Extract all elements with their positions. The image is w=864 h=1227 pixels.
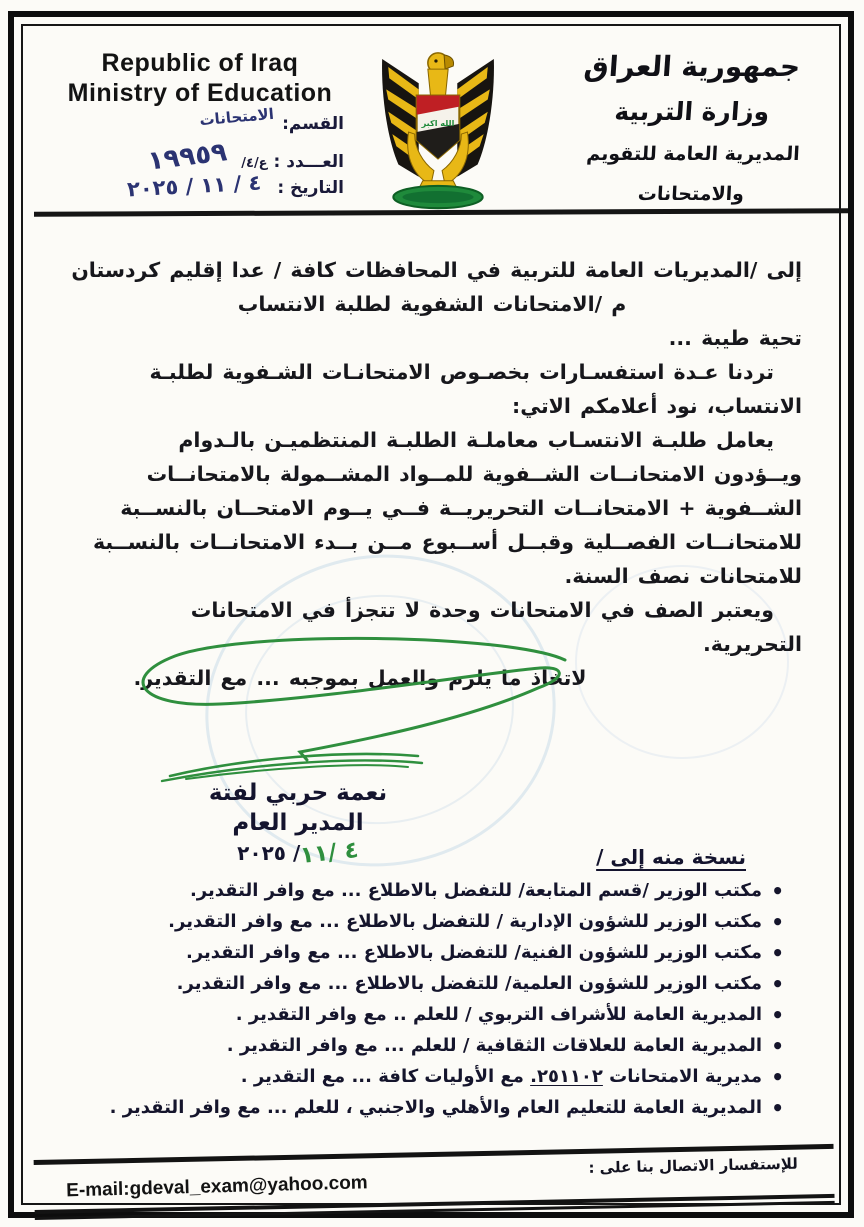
paragraph2-line3: الشــفوية + الامتحانــات التحريريــة فــي يــوم الامتحــان بالنســبة [120,496,802,520]
greeting-line: تحية طيبة ... [668,326,802,350]
paragraph2-line2: ويــؤدون الامتحانــات الشــفوية للمــواد المشــمولة بالامتحانــات [146,462,802,486]
paragraph3-line1: ويعتبر الصف في الامتحانات وحدة لا تتجزأ في الامتحانات [190,598,774,622]
iraq-coat-of-arms-icon [372,46,504,212]
header-left-block [50,48,350,204]
shield-takbir-text: الله اكبر [421,117,455,128]
arabic-title-republic: جمهورية العراق [582,50,802,83]
cc-list [60,880,786,1128]
cc-item: • مكتب الوزير /قسم المتابعة/ للتفضل بالاطلاع ... مع وافر التقدير. [60,880,786,911]
subject-line: م /الامتحانات الشفوية لطلبة الانتساب [237,292,627,316]
field-section [50,104,344,144]
footer-contact-label: للإستفسار الاتصال بنا على : [588,1154,799,1177]
signer-title: المدير العام [232,810,364,836]
footer-email: E-mail:gdeval_exam@yahoo.com [65,1172,368,1202]
signature-date-handwritten: ٤ /١١ [299,837,361,869]
english-title-line1: Republic of Iraq [101,49,299,77]
cc-item-exam-number: ٢٥١١٠٢. [530,1066,603,1087]
signature-date-year: / ٢٠٢٥ [237,841,301,865]
arabic-title-ministry: وزارة التربية [613,97,771,126]
signature-date [148,838,448,868]
cc-heading: نسخة منه إلى / [596,845,746,869]
letter-reference-fields [50,104,350,204]
signer-name: نعمة حربي لفتة [208,780,388,806]
cc-item-text: مديرية الامتحانات [602,1066,762,1087]
action-line: لاتخاذ ما يلزم والعمل بموجبه ... مع التقدير. [133,666,587,690]
green-signature-scribble [156,748,436,784]
paragraph2-line1: يعامل طلبـة الانتسـاب معاملـة الطلبـة المنتظميـن بالـدوام [178,428,774,452]
number-label: العـــدد : [273,152,344,172]
footer [23,1128,840,1222]
paragraph2-line5: للامتحانات نصف السنة. [564,564,802,588]
cc-item: • مكتب الوزير للشؤون الفنية/ للتفضل بالاطلاع ... مع وافر التقدير. [60,942,786,973]
arabic-title-directorate: المديرية العامة للتقويم والامتحانات [585,143,801,205]
section-handwritten-value: الامتحانات [198,104,275,130]
cc-item: • مكتب الوزير للشؤون الإدارية / للتفضل بالاطلاع ... مع وافر التقدير. [60,911,786,942]
cc-item [60,1066,786,1097]
paragraph3-line2: التحريرية. [703,632,802,656]
header-right-block [538,44,846,214]
number-printed-prefix: ع/٤/ [241,156,268,171]
number-handwritten-value: ١٩٩٥٩ [146,137,229,177]
paragraph1-line1: تردنا عـدة استفسـارات بخصـوص الامتحانـات الشـفوية لطلبـة [149,360,774,384]
paragraph1-line2: الانتساب، نود أعلامكم الاتي: [512,394,802,418]
cc-item: • مكتب الوزير للشؤون العلمية/ للتفضل بالاطلاع ... مع وافر التقدير. [60,973,786,1004]
date-handwritten-value: ٤ / ١١ / ٢٠٢٥ [126,170,262,202]
cc-item: • المديرية العامة للأشراف التربوي / للعلم .. مع وافر التقدير . [60,1004,786,1035]
cc-item: • المديرية العامة للعلاقات الثقافية / للعلم ... مع وافر التقدير . [60,1035,786,1066]
paragraph2-line4: للامتحانــات الفصــلية وقبــل أســبوع مــن بــدء الامتحانــات بالنســبة [92,530,802,554]
field-date [50,170,344,204]
signature-block [148,752,448,868]
english-title-line2: Ministry of Education [67,79,333,107]
section-label: القسم: [282,114,344,134]
field-number [50,137,344,177]
cc-item-text: مع الأوليات كافة ... مع التقدير . [240,1066,531,1087]
cc-item: • المديرية العامة للتعليم العام والأهلي والاجنبي ، للعلم ... مع وافر التقدير . [60,1097,786,1128]
date-label: التاريخ : [277,178,344,198]
addressee-line: إلى /المديريات العامة للتربية في المحافظات كافة / عدا إقليم كردستان [71,258,802,282]
